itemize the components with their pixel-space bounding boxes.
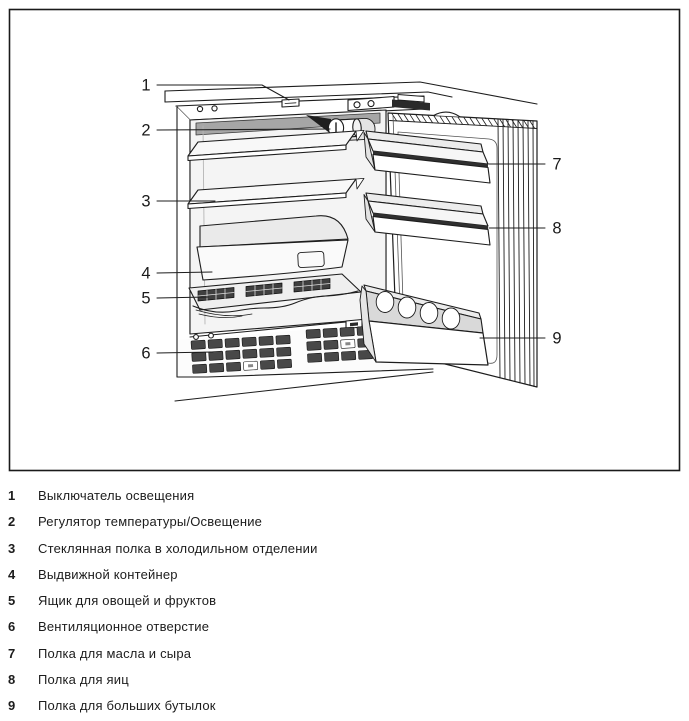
- legend-label: Выключатель освещения: [38, 488, 195, 503]
- legend-item-5: [0, 588, 689, 614]
- legend-label: Полка для яиц: [38, 672, 129, 688]
- legend-label: Полка для масла и сыра: [38, 645, 192, 661]
- legend-number: 4: [8, 566, 16, 582]
- legend-number: 2: [8, 514, 16, 530]
- callout-1: 1: [141, 76, 151, 95]
- legend-item-1: [0, 483, 689, 509]
- screw-icon: [212, 106, 217, 111]
- legend-label: Вентиляционное отверстие: [38, 619, 210, 635]
- callout-5: 5: [141, 289, 151, 308]
- legend: [0, 483, 689, 720]
- legend-label: Регулятор температуры/Освещение: [38, 514, 263, 530]
- legend-item-9: [0, 693, 689, 719]
- legend-label: Полка для больших бутылок: [38, 698, 216, 714]
- legend-number: 8: [8, 672, 16, 688]
- legend-number: 3: [8, 540, 16, 556]
- legend-number: 9: [8, 698, 16, 714]
- callout-6: 6: [141, 344, 151, 363]
- legend-item-2: [0, 509, 689, 535]
- screw-icon: [194, 335, 199, 340]
- legend-item-6: [0, 614, 689, 640]
- light-switch: [282, 99, 299, 107]
- legend-item-7: [0, 641, 689, 667]
- screw-icon: [197, 106, 202, 111]
- callout-4: 4: [141, 264, 151, 283]
- callout-2: 2: [141, 121, 151, 140]
- legend-number: 7: [8, 645, 16, 661]
- callout-8: 8: [552, 219, 562, 238]
- callout-9: 9: [552, 329, 562, 348]
- callout-3: 3: [141, 192, 151, 211]
- legend-label: Ящик для овощей и фруктов: [38, 593, 217, 609]
- legend-number: 1: [8, 488, 16, 503]
- legend-label: Выдвижной контейнер: [38, 566, 178, 582]
- legend-number: 5: [8, 593, 16, 609]
- legend-item-8: [0, 667, 689, 693]
- legend-label: Стеклянная полка в холодильном отделении: [38, 540, 318, 556]
- legend-item-3: [0, 536, 689, 562]
- legend-number: 6: [8, 619, 16, 635]
- legend-item-4: [0, 562, 689, 588]
- screw-icon: [209, 333, 214, 338]
- callout-7: 7: [552, 155, 562, 174]
